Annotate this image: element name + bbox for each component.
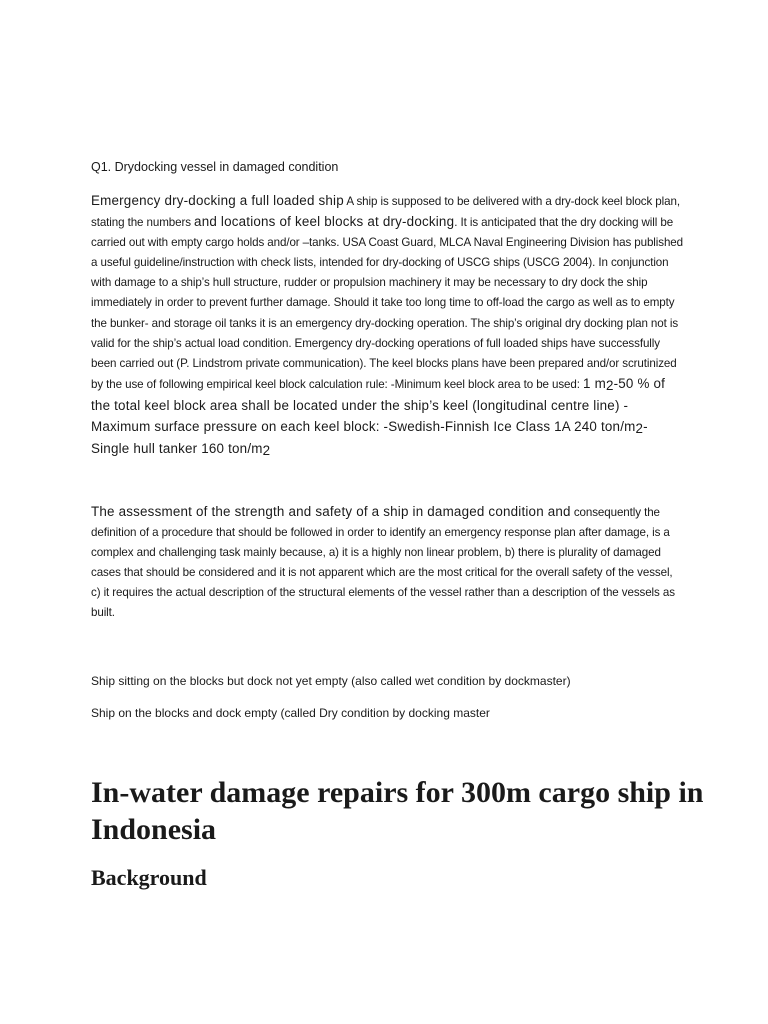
paragraph-text: consequently the definition of a procedure that should be followed in order to identify an emergency response plan after damage, is a complex and challenging task mainly because, a) it is a highly non linear problem, b) there is plurality of damaged cases that should be considered and it is not apparent which are the most critical for the overall safety of the vessel, c) it requires the actual description of the structural elements of the vessel rather than a description of the vessels as built.	[91, 506, 675, 620]
section-subheading: Background	[91, 865, 207, 890]
paragraph-text-large: and locations of keel blocks at dry-docking	[194, 214, 455, 230]
paragraph-lead: The assessment of the strength and safety of a ship in damaged condition and	[91, 504, 571, 519]
section-heading: In-water damage repairs for 300m cargo ship in Indonesia	[91, 776, 704, 846]
paragraph-text-large: -50 % of the total keel block area shall be located under the ship’s keel (longitudinal centre line) -Maximum surface pressure on each keel block: -Swedish-Finnish Ice Class 1A 240 ton/m	[91, 375, 666, 435]
paragraph-text-large: -Single hull tanker 160 ton/m	[91, 419, 648, 457]
subscript: 2	[605, 377, 614, 393]
dry-condition-line: Ship on the blocks and dock empty (called Dry condition by docking master	[91, 706, 490, 720]
paragraph-lead: Emergency dry-docking a full loaded ship	[91, 193, 344, 208]
paragraph-text: . It is anticipated that the dry docking will be carried out with empty cargo holds and/or –tanks. USA Coast Guard, MLCA Naval Engineering Division has published a useful guideline/instruction with check lists, intended for dry-docking of USCG ships (USCG 2004). In conjunction with damage to a ship’s hull structure, rudder or propulsion machinery it may be necessary to dry dock the ship immediately in order to prevent further damage. Should it take too long time to off-load the cargo as well as to empty the bunker- and storage oil tanks it is an emergency dry-docking operation. The ship’s original dry docking plan not is valid for the ship’s actual load condition. Emergency dry-docking operations of full loaded ships have successfully been carried out (P. Lindstrom private communication). The keel blocks plans have been prepared and/or scrutinized by the use of following empirical keel block calculation rule: -Minimum keel block area to be used:	[91, 216, 683, 391]
subscript: 2	[635, 421, 644, 437]
subscript: 2	[262, 443, 271, 459]
question-title: Q1. Drydocking vessel in damaged condition	[91, 160, 339, 174]
paragraph-text: A ship is supposed to be delivered with a dry-dock keel block plan, stating the numbers	[91, 195, 680, 230]
wet-condition-line: Ship sitting on the blocks but dock not yet empty (also called wet condition by dockmaster)	[91, 674, 571, 688]
paragraph-emergency-dry-docking	[91, 191, 683, 461]
paragraph-damage-assessment	[91, 502, 683, 624]
paragraph-text-large: 1 m	[583, 375, 606, 391]
